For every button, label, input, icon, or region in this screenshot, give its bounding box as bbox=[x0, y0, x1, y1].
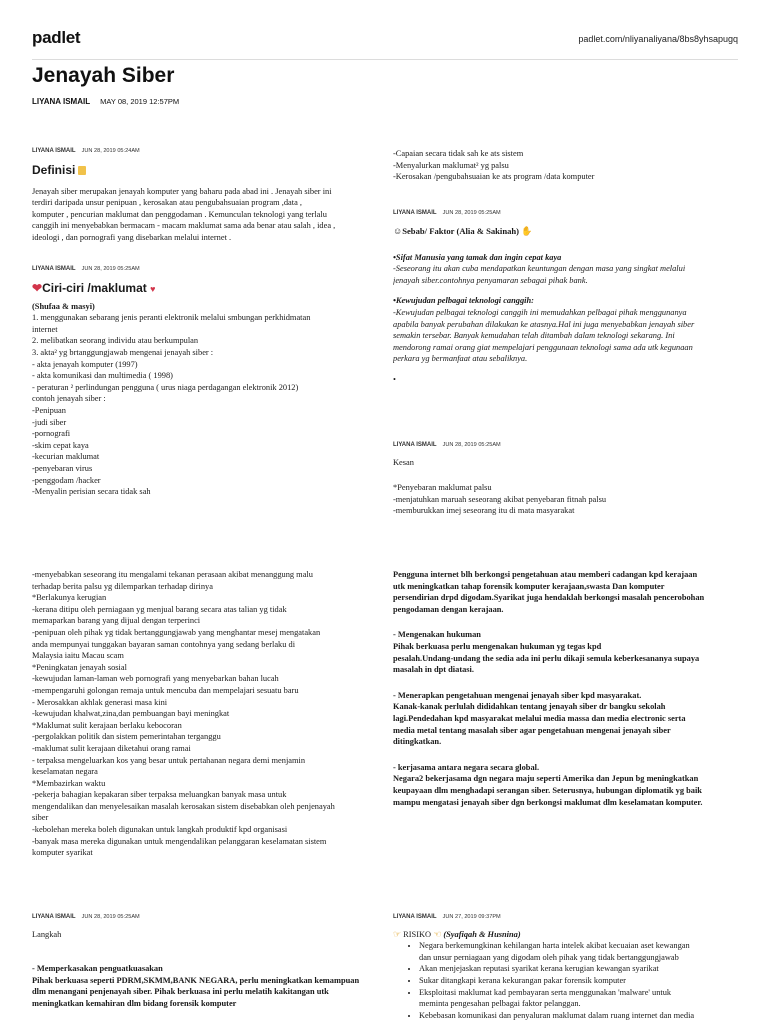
body-line: -maklumat sulit kerajaan diketahui orang ramai bbox=[32, 743, 191, 753]
body-line: -kerana ditipu oleh perniagaan yg menjual barang secara atas talian yg tidak bbox=[32, 604, 287, 614]
body-line: mengendalikan dan menyelesaikan masalah kerosakan sistem disebabkan oleh penjenayah bbox=[32, 801, 335, 811]
body-line: Jenayah siber merupakan jenayah komputer yang baharu pada abad ini . Jenayah siber ini bbox=[32, 186, 332, 196]
list-item-line: • Eksploitasi maklumat kad pembayaran serta menggunakan 'malware' untuk bbox=[419, 987, 672, 997]
body-line: *Maklumat sulit kerajaan berlaku kebocoran bbox=[32, 720, 182, 730]
post-date: JUN 28, 2019 05:25AM bbox=[81, 266, 140, 272]
body-line: internet bbox=[32, 324, 58, 334]
post-langkah[interactable] bbox=[32, 912, 374, 1010]
list-item bbox=[419, 963, 735, 975]
board-byline bbox=[32, 97, 179, 106]
post-title bbox=[393, 225, 735, 237]
body-line: persendirian drpd digodam.Syarikat juga hendaklah berkongsi masalah pencerobohan bbox=[393, 593, 705, 603]
body-line: -Penipuan bbox=[32, 405, 66, 415]
body-line: - akta jenayah komputer (1997) bbox=[32, 359, 138, 369]
body-line: mampu mengatasi jenayah siber dgn berkongsi maklumat dlm keselamatan komputer. bbox=[393, 797, 703, 807]
body-line: media metal tentang masalah siber agar pengetahuan mengenai jenayah siber bbox=[393, 725, 671, 735]
body-heading: - Menerapkan pengetahuan mengenai jenayah siber kpd masyarakat. bbox=[393, 690, 642, 700]
body-line: Malaysia iaitu Macau scam bbox=[32, 651, 124, 661]
top-bar bbox=[0, 0, 768, 58]
body-line: -skim cepat kaya bbox=[32, 440, 89, 450]
body-line: -pekerja bahagian kepakaran siber terpaksa meluangkan banyak masa untuk bbox=[32, 790, 287, 800]
body-line: 1. menggunakan sebarang jenis peranti elektronik melalui smbungan perkhidmatan bbox=[32, 313, 311, 323]
post-title-text: Definisi bbox=[32, 162, 76, 177]
post-date: JUN 28, 2019 05:25AM bbox=[442, 442, 501, 448]
post-date: JUN 28, 2019 05:25AM bbox=[81, 914, 140, 920]
body-line: -Kerosakan /pengubahsuaian ke ats program /data komputer bbox=[393, 172, 595, 182]
post-author: LIYANA ISMAIL bbox=[393, 914, 437, 920]
body-line: -penipuan oleh pihak yg tidak bertanggungjawab yang menghantar mesej mengatakan bbox=[32, 627, 321, 637]
body-line: semakin tersebar. Banyak kemudahan telah ditambah dalam teknologi sekarang. Ini bbox=[393, 331, 675, 341]
board-date: MAY 08, 2019 12:57PM bbox=[100, 97, 180, 106]
post-definisi[interactable] bbox=[32, 146, 374, 244]
body-line: -pornografi bbox=[32, 429, 71, 439]
body-line: -kecurian maklumat bbox=[32, 452, 100, 462]
heart-icon: ❤ bbox=[32, 280, 43, 295]
body-line: *Peningkatan jenayah sosial bbox=[32, 662, 127, 672]
body-line: Pihak berkuasa seperti PDRM,SKMM,BANK NEGARA, perlu meningkatkan kemampuan bbox=[32, 975, 360, 985]
post-title-text: Ciri-ciri /maklumat bbox=[42, 280, 147, 295]
list-item-line: • Sukar ditangkapi kerana kekurangan pakar forensik komputer bbox=[419, 975, 626, 985]
body-line: - peraturan ² perlindungan pengguna ( urus niaga perdagangan elektronik 2012) bbox=[32, 382, 299, 392]
post-kesan-continued[interactable] bbox=[32, 569, 374, 859]
body-line: ditingkatkan. bbox=[393, 737, 442, 747]
body-line: -Capaian secara tidak sah ke ats sistem bbox=[393, 149, 524, 158]
body-heading: - Memperkasakan penguatkuasakan bbox=[32, 964, 163, 974]
post-title-text: RISIKO bbox=[403, 929, 432, 939]
post-meta bbox=[393, 912, 735, 924]
body-line: -Menyalurkan maklumat² yg palsu bbox=[393, 160, 509, 170]
body-heading: •Kewujudan pelbagai teknologi canggih: bbox=[393, 296, 534, 306]
post-meta bbox=[32, 146, 374, 158]
list-item bbox=[419, 987, 735, 1010]
post-ciri-ciri[interactable] bbox=[32, 264, 374, 498]
body-line: utk meningkatkan tahap forensik komputer kerajaan,swasta Dan komputer bbox=[393, 581, 665, 591]
post-body bbox=[32, 186, 374, 244]
body-line: -judi siber bbox=[32, 417, 67, 427]
body-line: siber bbox=[32, 813, 49, 823]
post-title bbox=[393, 929, 735, 941]
body-line: -Menyalin perisian secara tidak sah bbox=[32, 487, 151, 497]
list-item-line: meminta pengesahan pelbagai faktor pelanggan. bbox=[419, 999, 581, 1009]
body-line: -mempengaruhi golongan remaja untuk mencuba dan mempelajari sesuatu baru bbox=[32, 685, 299, 695]
body-line: Pengguna internet blh berkongsi pengetahuan atau memberi cadangan kpd kerajaan bbox=[393, 570, 698, 579]
body-line: memaparkan barang yang dijual dengan terperinci bbox=[32, 616, 201, 626]
list-item bbox=[419, 940, 735, 963]
body-heading: •Sifat Manusia yang tamak dan ingin cepat kaya bbox=[393, 252, 562, 262]
body-line: ideologi , dan pornografi yang disebarkan melalui internet . bbox=[32, 232, 232, 242]
bullet: • bbox=[393, 374, 396, 384]
body-line: apabila banyak perubahan dilakukan ke atasnya.Hal ini juga menyebabkan jenayah siber bbox=[393, 319, 695, 329]
body-line: -memburukkan imej seseorang itu di mata masyarakat bbox=[393, 506, 575, 516]
body-line: masalah in dpt diatasi. bbox=[393, 665, 474, 675]
pointing-hand-icon: ☞ bbox=[393, 928, 402, 939]
body-line: anda mempunyai tunggakan bayaran saman contohnya yang sedang berlaku di bbox=[32, 639, 296, 649]
list-item-line: • Akan menjejaskan reputasi syarikat kerana kerugian kewangan syarikat bbox=[419, 964, 659, 974]
post-subtitle: (Shufaa & masyi) bbox=[32, 301, 95, 311]
body-line: -menyebabkan seseorang itu mengalami tekanan perasaan akibat menanggung malu bbox=[32, 570, 313, 579]
body-line: jenayah siber.contohnya penyamaran sebagai pihak bank. bbox=[393, 275, 588, 285]
board-url[interactable]: padlet.com/nliyanaliyana/8bs8yhsapugq bbox=[578, 34, 738, 44]
post-title: Kesan bbox=[393, 457, 414, 467]
body-line: keselamatan negara bbox=[32, 767, 98, 777]
board-author: LIYANA ISMAIL bbox=[32, 97, 91, 106]
post-title: Langkah bbox=[32, 929, 62, 939]
body-line: meningkatkan kemahiran dlm bidang forensik komputer bbox=[32, 998, 237, 1008]
list-item bbox=[419, 975, 735, 987]
list-item-line: • Kebebasan komunikasi dan penyaluran maklumat dalam ruang internet dan media bbox=[419, 1010, 695, 1020]
post-authors: (Syafiqah & Husnina) bbox=[443, 929, 521, 939]
post-date: JUN 28, 2019 05:24AM bbox=[81, 148, 140, 154]
post-meta bbox=[393, 208, 735, 220]
post-author: LIYANA ISMAIL bbox=[32, 266, 76, 272]
body-line: Kanak-kanak perlulah dididahkan tentang jenayah siber dr bangku sekolah bbox=[393, 702, 666, 712]
body-line: terhadap berita palsu yg dilemparkan terhadap dirinya bbox=[32, 581, 213, 591]
post-date: JUN 27, 2019 09:37PM bbox=[442, 914, 501, 920]
body-line: -kewujudan laman-laman web pornografi yang menyebarkan bahan lucah bbox=[32, 674, 279, 684]
body-line: -menjatuhkan maruah seseorang akibat penyebaran fitnah palsu bbox=[393, 494, 607, 504]
body-line: *Membazirkan waktu bbox=[32, 778, 106, 788]
post-meta bbox=[32, 264, 374, 276]
body-line: -pergolakkan politik dan sistem pemerintahan terganggu bbox=[32, 732, 221, 742]
body-line: lagi.Pendedahan kpd masyarakat melalui media massa dan media electronic serta bbox=[393, 713, 686, 723]
body-line: -kebolehan mereka boleh digunakan untuk langkah produktif kpd organisasi bbox=[32, 825, 288, 835]
post-meta bbox=[32, 912, 374, 924]
post-ciri-continued[interactable] bbox=[393, 148, 735, 183]
body-line: -Seseorang itu akan cuba mendapatkan keuntungan dengan masa yang singkat melalui bbox=[393, 264, 686, 274]
post-meta bbox=[393, 440, 735, 452]
post-title bbox=[32, 281, 374, 297]
list-item-line: dan unsur perniagaan yang digodam oleh pihak yang tidak bertanggungjawab bbox=[419, 952, 679, 962]
body-line: Negara2 bekerjasama dgn negara maju seperti Amerika dan Jepun bg meningkatkan bbox=[393, 774, 699, 784]
clap-emoji-icon: ✋ bbox=[521, 225, 533, 236]
body-line: mendorong ramai orang giat mempelajari penggunaan teknologi sama ada utk kegunaan bbox=[393, 342, 693, 352]
risk-list bbox=[393, 940, 735, 1021]
body-line: komputer , pencurian maklumat dan penggodaman . Kemunculan teknologi yang terlalu bbox=[32, 209, 327, 219]
list-item-line: • Negara berkemungkinan kehilangan harta intelek akibat kecuaian aset kewangan bbox=[419, 941, 690, 951]
post-risiko[interactable] bbox=[393, 912, 735, 1021]
heart-gift-icon: ♥ bbox=[150, 283, 156, 294]
body-line: -Kewujudan pelbagai teknologi canggih ini memudahkan pelbagai pihak menggunanya bbox=[393, 307, 687, 317]
pointing-hand-icon: ☜ bbox=[433, 928, 442, 939]
list-item bbox=[419, 1010, 735, 1022]
body-line: - terpaksa mengeluarkan kos yang besar untuk pertahanan negara demi menjamin bbox=[32, 755, 306, 765]
post-body bbox=[32, 312, 374, 498]
body-line: keupayaan dlm menghadapi serangan siber. Seterusnya, hubungan diplomatik yg baik bbox=[393, 785, 702, 795]
body-line: canggih ini menyebabkan bermacam - macam maklumat sama ada benar atau salah , idea , bbox=[32, 221, 336, 231]
post-langkah-continued[interactable] bbox=[393, 569, 735, 808]
body-line: komputer syarikat bbox=[32, 848, 93, 858]
body-heading: - Mengenakan hukuman bbox=[393, 630, 481, 640]
body-line: 2. melibatkan seorang individu atau berkumpulan bbox=[32, 336, 199, 346]
post-title-text: Sebab/ Faktor (Alia & Sakinah) bbox=[402, 225, 520, 236]
post-kesan[interactable] bbox=[393, 440, 735, 517]
board-title: Jenayah Siber bbox=[32, 64, 175, 87]
body-heading: - kerjasama antara negara secara global. bbox=[393, 762, 540, 772]
post-sebab-faktor[interactable] bbox=[393, 208, 735, 386]
body-line: -penggodam /hacker bbox=[32, 475, 101, 485]
body-line: Pihak berkuasa perlu mengenakan hukuman yg tegas kpd bbox=[393, 641, 602, 651]
post-author: LIYANA ISMAIL bbox=[32, 914, 76, 920]
body-line: pesalah.Undang-undang the sedia ada ini perlu dikaji semula keberkesananya supaya bbox=[393, 653, 700, 663]
body-line: -penyebaran virus bbox=[32, 463, 93, 473]
padlet-logo[interactable]: padlet bbox=[32, 28, 81, 47]
hug-emoji-icon: ☺ bbox=[393, 225, 403, 236]
post-title bbox=[32, 163, 374, 178]
body-line: *Berlakunya kerugian bbox=[32, 593, 107, 603]
body-line: perkara yg bermanfaat atau sebaliknya. bbox=[393, 354, 528, 364]
body-line: pengodaman dengan kerajaan. bbox=[393, 604, 504, 614]
body-line: - akta komunikasi dan multimedia ( 1998) bbox=[32, 371, 173, 381]
post-author: LIYANA ISMAIL bbox=[393, 442, 437, 448]
memo-icon bbox=[78, 166, 86, 175]
body-line: *Penyebaran maklumat palsu bbox=[393, 483, 492, 493]
body-line: -banyak masa mereka digunakan untuk mengendalikan pelanggaran keselamatan sistem bbox=[32, 836, 327, 846]
post-author: LIYANA ISMAIL bbox=[393, 210, 437, 216]
body-line: -kewujudan khalwat,zina,dan pembuangan bayi meningkat bbox=[32, 709, 230, 719]
body-line: dlm menangani penjenayah siber. Pihak berkuasa ini perlu melatih kakitangan utk bbox=[32, 987, 329, 997]
body-line: contoh jenayah siber : bbox=[32, 394, 106, 404]
body-line: 3. akta² yg brtanggungjawab mengenai jenayah siber : bbox=[32, 347, 214, 357]
header-divider bbox=[32, 59, 738, 60]
body-line: - Merosakkan akhlak generasi masa kini bbox=[32, 697, 168, 707]
post-author: LIYANA ISMAIL bbox=[32, 148, 76, 154]
body-line: terdiri daripada unsur penipuan , kerosakan atau pengubahsuaian program ,data , bbox=[32, 198, 302, 208]
post-date: JUN 28, 2019 05:25AM bbox=[442, 210, 501, 216]
